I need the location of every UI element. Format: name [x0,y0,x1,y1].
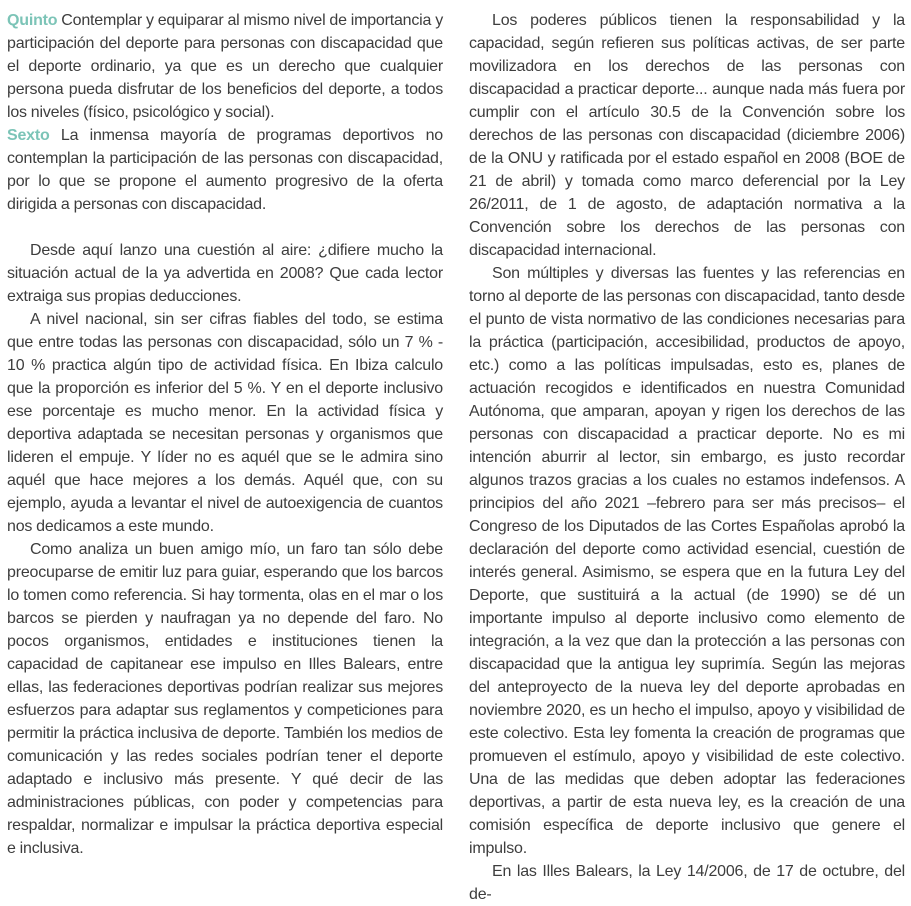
paragraph-fuentes-referencias: Son múltiples y diversas las fuentes y las referencias en torno al deporte de las personas con discapacidad, tanto desde el punto de vista normativo de las condiciones necesarias para la práctica (participación, accesibilidad, productos de apoyo, etc.) como a las políticas impulsadas, esto es, planes de actuación recogidos e identificados en nuestra Comunidad Autónoma, que amparan, apoyan y rigen los derechos de las personas con discapacidad a practicar deporte. No es mi intención aburrir al lector, sin embargo, es justo recordar algunos trazos gracias a los cuales no estamos indefensos. A principios del año 2021 –febrero para ser más precisos– el Congreso de los Diputados de las Cortes Españolas aprobó la declaración del deporte como actividad esencial, cuestión de interés general. Asimismo, se espera que en la futura Ley del Deporte, que sustituirá a la actual (de 1990) se dé un importante impulso al deporte inclusivo como elemento de integración, a la vez que dan la protección a las personas con discapacidad que la antigua ley suprimía. Según las mejoras del anteproyecto de la nueva ley del deporte aprobadas en noviembre 2020, es un hecho el impulso, apoyo y visibilidad de este colectivo. Esta ley fomenta la creación de programas que promueven el estímulo, apoyo y visibilidad de este colectivo. Una de las medidas que deben adoptar las federaciones deportivas, a partir de esta nueva ley, es la creación de una comisión específica de deporte inclusivo que genere el impulso. [469,265,905,857]
paragraph-nivel-nacional: A nivel nacional, sin ser cifras fiables del todo, se estima que entre todas las personas con discapacidad, sólo un 7 % - 10 % practica algún tipo de actividad física. En Ibiza calculo que la proporción es inferior del 5 %. Y en el deporte inclusivo ese porcentaje es mucho menor. En la actividad física y deportiva adaptada se necesitan personas y organismos que lideren el empuje. Y líder no es aquél que se le admira sino aquél que hace mejores a los demás. Aquél que, con su ejemplo, ayuda a levantar el nivel de autoexigencia de cuantos nos dedicamos a este mundo. [7,311,443,535]
paragraph-cuestion: Desde aquí lanzo una cuestión al aire: ¿difiere mucho la situación actual de la ya advertida en 2008? Que cada lector extraiga sus propias deducciones. [7,242,443,305]
paragraph-faro: Como analiza un buen amigo mío, un faro tan sólo debe preocuparse de emitir luz para guiar, esperando que los barcos lo tomen como referencia. Si hay tormenta, olas en el mar o los barcos se pierden y naufragan ya no depende del faro. No pocos organismos, entidades e instituciones tienen la capacidad de capitanear ese impulso en Illes Balears, entre ellas, las federaciones deportivas podrían realizar sus mejores esfuerzos para adaptar sus reglamentos y competiciones para permitir la práctica inclusiva de deporte. También los medios de comunicación y las redes sociales podrían tener el deporte adaptado e inclusivo más presente. Y qué decir de las administraciones públicas, con poder y competencias para respaldar, normalizar e impulsar la práctica deportiva especial e inclusiva. [7,541,443,857]
left-column [7,9,443,857]
paragraph-text: Contemplar y equiparar al mismo nivel de importancia y participación del deporte para personas con discapacidad que el deporte ordinario, ya que es un derecho que cualquier persona pueda disfrutar de los beneficios del deporte, a todos los niveles (físico, psicológico y social). [7,12,443,121]
paragraph-illes-balears: En las Illes Balears, la Ley 14/2006, de 17 de octubre, del de- [469,863,905,903]
paragraph-quinto [7,9,443,124]
paragraph-text: La inmensa mayoría de programas deportivos no contemplan la participación de las personas con discapacidad, por lo que se propone el aumento progresivo de la oferta dirigida a personas con discapacidad. [7,127,443,213]
right-column [469,9,905,903]
section-lead-sexto: Sexto [7,127,50,144]
section-lead-quinto: Quinto [7,12,58,29]
paragraph-sexto [7,124,443,216]
paragraph-poderes-publicos: Los poderes públicos tienen la responsabilidad y la capacidad, según refieren sus políticas activas, de ser parte movilizadora en los derechos de las personas con discapacidad a practicar deporte... aunque nada más fuera por cumplir con el artículo 30.5 de la Convención sobre los derechos de las personas con discapacidad (diciembre 2006) de la ONU y ratificada por el estado español en 2008 (BOE de 21 de abril) y tomada como marco deferencial por la Ley 26/2011, de 1 de agosto, de adaptación normativa a la Convención sobre los derechos de las personas con discapacidad internacional. [469,12,905,259]
